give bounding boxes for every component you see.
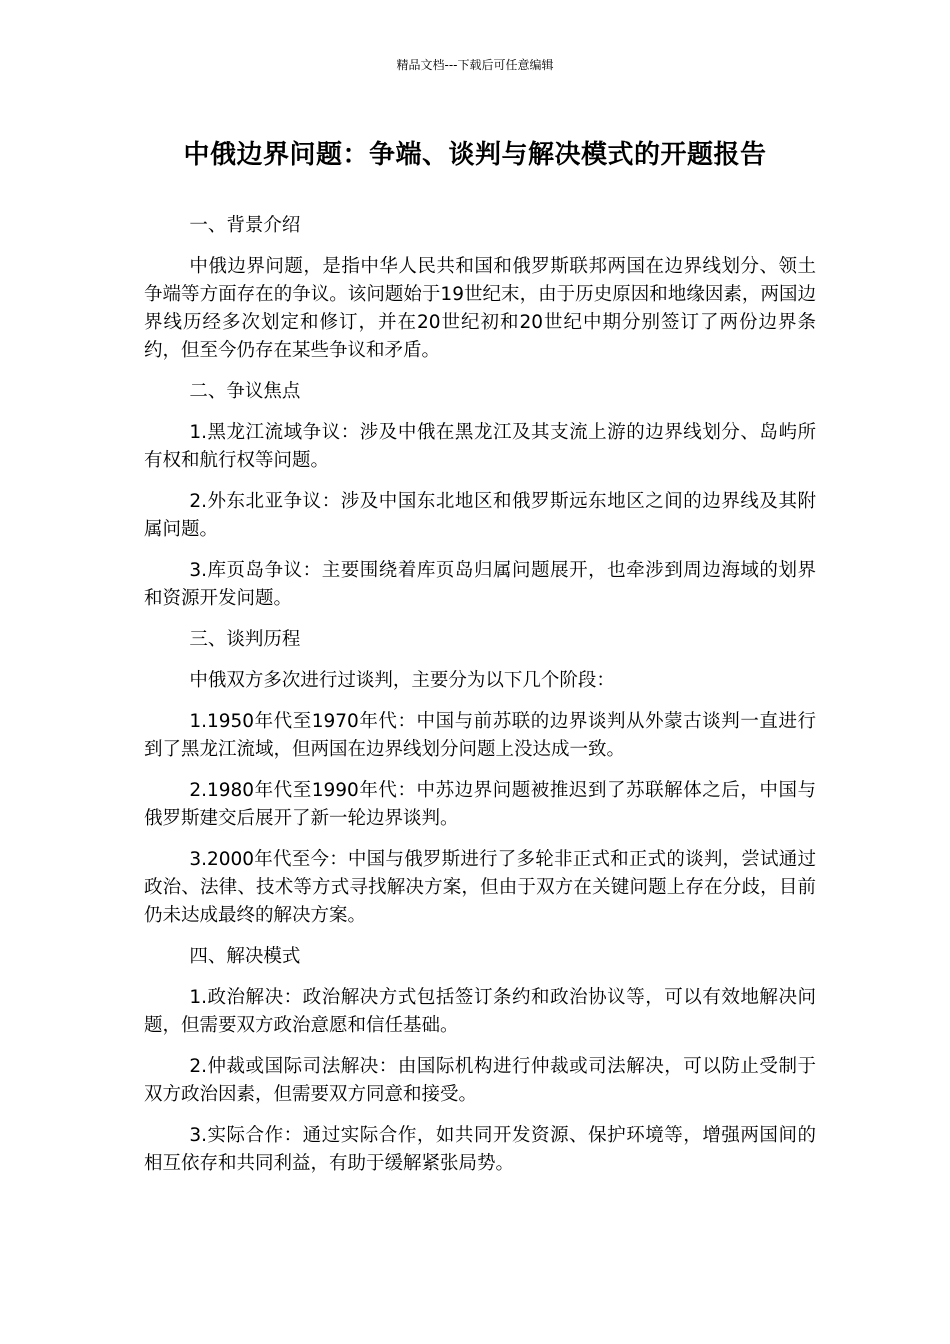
section-heading-disputes: 二、争议焦点 — [189, 381, 301, 402]
body-paragraph: 中俄双方多次进行过谈判，主要分为以下几个阶段： — [189, 670, 615, 691]
document-body — [144, 212, 816, 1191]
list-item: 3.2000年代至今：中国与俄罗斯进行了多轮非正式和正式的谈判，尝试通过政治、法律、技术等方式寻找解决方案，但由于双方在关键问题上存在分歧，目前仍未达成最终的解决方案。 — [144, 849, 816, 926]
list-item: 2.仲裁或国际司法解决：由国际机构进行仲裁或司法解决，可以防止受制于双方政治因素，但需要双方同意和接受。 — [144, 1056, 816, 1105]
list-item: 1.黑龙江流域争议：涉及中俄在黑龙江及其支流上游的边界线划分、岛屿所有权和航行权等问题。 — [144, 422, 816, 471]
section-heading-solutions: 四、解决模式 — [189, 946, 301, 967]
section-heading-background: 一、背景介绍 — [189, 215, 301, 236]
section-heading-negotiations: 三、谈判历程 — [189, 629, 301, 650]
list-item: 2.1980年代至1990年代：中苏边界问题被推迟到了苏联解体之后，中国与俄罗斯建交后展开了新一轮边界谈判。 — [144, 780, 816, 829]
list-item: 3.库页岛争议：主要围绕着库页岛归属问题展开，也牵涉到周边海域的划界和资源开发问题。 — [144, 560, 816, 609]
list-item: 2.外东北亚争议：涉及中国东北地区和俄罗斯远东地区之间的边界线及其附属问题。 — [144, 491, 816, 540]
list-item: 3.实际合作：通过实际合作，如共同开发资源、保护环境等，增强两国间的相互依存和共同利益，有助于缓解紧张局势。 — [144, 1125, 816, 1174]
page-header: 精品文档---下载后可任意编辑 — [396, 58, 554, 72]
list-item: 1.1950年代至1970年代：中国与前苏联的边界谈判从外蒙古谈判一直进行到了黑龙江流域，但两国在边界线划分问题上没达成一致。 — [144, 711, 816, 760]
document-title: 中俄边界问题：争端、谈判与解决模式的开题报告 — [183, 140, 767, 170]
body-paragraph: 中俄边界问题，是指中华人民共和国和俄罗斯联邦两国在边界线划分、领土争端等方面存在的争议。该问题始于19世纪末，由于历史原因和地缘因素，两国边界线历经多次划定和修订，并在20世纪初和20世纪中期分别签订了两份边界条约，但至今仍存在某些争议和矛盾。 — [144, 256, 816, 361]
list-item: 1.政治解决：政治解决方式包括签订条约和政治协议等，可以有效地解决问题，但需要双方政治意愿和信任基础。 — [144, 987, 816, 1036]
